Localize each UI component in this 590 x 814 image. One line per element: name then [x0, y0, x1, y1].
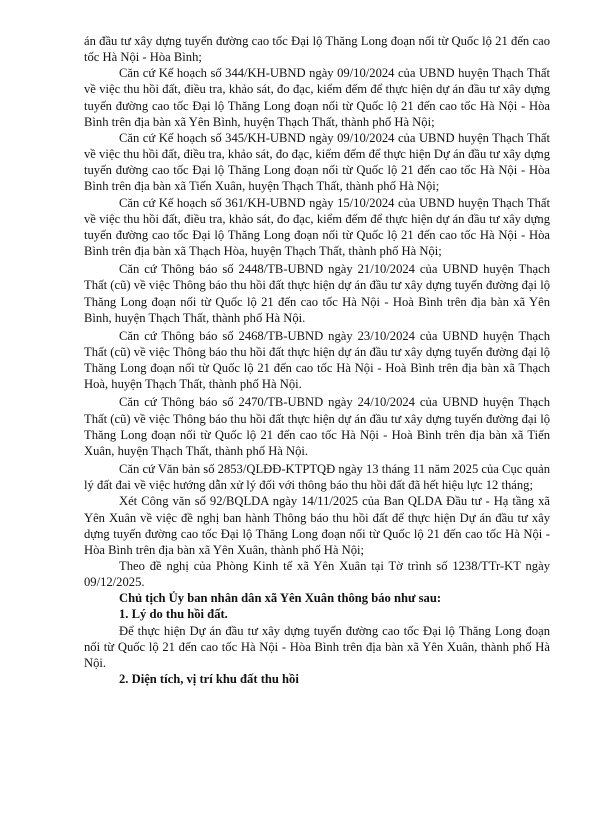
section-1-heading: 1. Lý do thu hồi đất. — [119, 607, 228, 622]
announcement-heading: Chủ tịch Ủy ban nhân dân xã Yên Xuân thông báo như sau: — [119, 591, 442, 606]
paragraph-plan-361: Căn cứ Kế hoạch số 361/KH-UBND ngày 15/10/2024 của UBND huyện Thạch Thất về việc thu hồi đất, điều tra, khảo sát, đo đạc, kiểm đếm để thực hiện dự án đầu tư xây dựng tuyến đường cao tốc Đại lộ Thăng Long đoạn nối từ Quốc lộ 21 đến cao tốc Hà Nội - Hòa Bình trên địa bàn xã Thạch Hòa, huyện Thạch Thất, thành phố Hà Nội; — [84, 195, 550, 259]
paragraph-notice-2468: Căn cứ Thông báo số 2468/TB-UBND ngày 23/10/2024 của UBND huyện Thạch Thất (cũ) về việc Thông báo thu hồi đất thực hiện dự án đầu tư xây dựng tuyến đường đại lộ Thăng Long đoạn nối từ Quốc lộ 21 đến cao tốc Hà Nội - Hoà Bình trên địa bàn xã Thạch Hoà, huyện Thạch Thất, thành phố Hà Nội. — [84, 328, 550, 392]
paragraph-dispatch-92: Xét Công văn số 92/BQLDA ngày 14/11/2025 của Ban QLDA Đầu tư - Hạ tầng xã Yên Xuân về việc đề nghị ban hành Thông báo thu hồi đất để thực hiện Dự án đầu tư xây dựng tuyến đường cao tốc Đại lộ Thăng Long đoạn nối từ Quốc lộ 21 đến cao tốc Hà Nội - Hòa Bình trên địa bàn xã Yên Xuân, thành phố Hà Nội; — [84, 494, 550, 557]
section-2-heading: 2. Diện tích, vị trí khu đất thu hồi — [119, 672, 299, 687]
paragraph-plan-345: Căn cứ Kế hoạch số 345/KH-UBND ngày 09/10/2024 của UBND huyện Thạch Thất về việc thu hồi đất, điều tra, khảo sát, đo đạc, kiểm đếm để thực hiện Dự án đầu tư xây dựng tuyến đường cao tốc Đại lộ Thăng Long đoạn nối từ Quốc lộ 21 đến cao tốc Hà Nội - Hòa Bình trên địa bàn xã Tiến Xuân, huyện Thạch Thất, thành phố Hà Nội; — [84, 130, 550, 194]
paragraph-document-2853: Căn cứ Văn bản số 2853/QLĐĐ-KTPTQĐ ngày 13 tháng 11 năm 2025 của Cục quản lý đất đai về việc hướng dẫn xử lý đối với thông báo thu hồi đất đã hết hiệu lực 12 tháng; — [84, 462, 550, 493]
paragraph-continuation: án đầu tư xây dựng tuyến đường cao tốc Đại lộ Thăng Long đoạn nối từ Quốc lộ 21 đến cao tốc Hà Nội - Hòa Bình; — [84, 34, 550, 65]
paragraph-plan-344: Căn cứ Kế hoạch số 344/KH-UBND ngày 09/10/2024 của UBND huyện Thạch Thất về việc thu hồi đất, điều tra, khảo sát, đo đạc, kiểm đếm để thực hiện dự án đầu tư xây dựng tuyến đường cao tốc Đại lộ Thăng Long đoạn nối từ Quốc lộ 21 đến cao tốc Hà Nội - Hòa Bình trên địa bàn xã Yên Bình, huyện Thạch Thất, thành phố Hà Nội; — [84, 66, 550, 129]
paragraph-notice-2470: Căn cứ Thông báo số 2470/TB-UBND ngày 24/10/2024 của UBND huyện Thạch Thất (cũ) về việc Thông báo thu hồi đất thực hiện dự án đầu tư xây dựng tuyến đường đại lộ Thăng Long đoạn nối từ Quốc lộ 21 đến cao tốc Hà Nội - Hoà Bình trên địa bàn xã Tiến Xuân, huyện Thạch Thất, thành phố Hà Nội. — [84, 395, 550, 458]
paragraph-proposal-1238: Theo đề nghị của Phòng Kinh tế xã Yên Xuân tại Tờ trình số 1238/TTr-KT ngày 09/12/2025. — [84, 559, 550, 590]
section-1-body: Để thực hiện Dự án đầu tư xây dựng tuyến đường cao tốc Đại lộ Thăng Long đoạn nối từ Quốc lộ 21 đến cao tốc Hà Nội - Hòa Bình trên địa bàn xã Yên Xuân, thành phố Hà Nội. — [84, 623, 550, 670]
paragraph-notice-2448: Căn cứ Thông báo số 2448/TB-UBND ngày 21/10/2024 của UBND huyện Thạch Thất (cũ) về việc Thông báo thu hồi đất thực hiện dự án đầu tư xây dựng tuyến đường đại lộ Thăng Long đoạn nối từ Quốc lộ 21 đến cao tốc Hà Nội - Hoà Bình trên địa bàn xã Yên Bình, huyện Thạch Thất, thành phố Hà Nội. — [84, 262, 550, 325]
document-body — [84, 33, 550, 687]
